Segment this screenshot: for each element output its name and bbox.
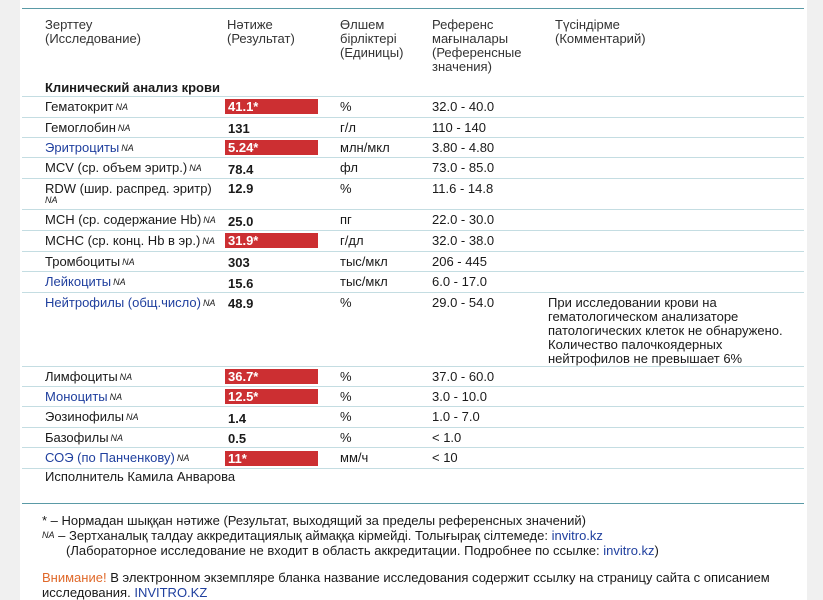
abnormal-highlight: 11* — [225, 451, 318, 466]
test-reference: 206 - 445 — [432, 254, 487, 269]
test-result: 303 — [228, 255, 250, 270]
row-divider — [22, 230, 804, 231]
test-result: 15.6 — [228, 276, 254, 291]
test-reference: < 10 — [432, 450, 458, 465]
row-divider — [22, 137, 804, 138]
test-units: % — [340, 409, 352, 424]
test-units: тыс/мкл — [340, 274, 388, 289]
top-divider — [22, 8, 804, 9]
test-name: Гематокрит $^{NA}$ — [45, 99, 128, 114]
abnormal-highlight: 5.24* — [225, 140, 318, 155]
test-result: 12.9 — [228, 181, 254, 196]
test-reference: 1.0 - 7.0 — [432, 409, 480, 424]
test-name-link[interactable]: Моноциты $^{NA}$ — [45, 389, 123, 404]
test-name: Гемоглобин $^{NA}$ — [45, 120, 131, 135]
test-units: % — [340, 389, 352, 404]
test-reference: 32.0 - 40.0 — [432, 99, 495, 114]
row-divider — [22, 427, 804, 428]
row-divider — [22, 366, 804, 367]
test-units: мм/ч — [340, 450, 369, 465]
row-divider — [22, 178, 804, 179]
footnote-na-kz: $^{NA}$ – Зертханалық талдау аккредитациялық аймаққа кірмейді. Толығырақ сілтемеде: invitro.kz — [42, 528, 603, 543]
abnormal-highlight: 12.5* — [225, 389, 318, 404]
row-divider — [22, 447, 804, 448]
test-name-link[interactable]: СОЭ (по Панченкову) $^{NA}$ — [45, 450, 190, 465]
neutrophil-comment: При исследовании крови на гематологическом анализаторе патологических клеток не обнаружено. Количество палочкоядерных нейтрофилов не превышает 6% — [548, 295, 783, 366]
test-result: 1.4 — [228, 411, 247, 426]
abnormal-highlight: 36.7* — [225, 369, 318, 384]
invitro-link[interactable]: invitro.kz — [551, 528, 603, 543]
test-name: Эозинофилы $^{NA}$ — [45, 409, 139, 424]
test-units: млн/мкл — [340, 140, 390, 155]
test-reference: < 1.0 — [432, 430, 462, 445]
test-result: 131 — [228, 121, 250, 136]
header-result: Нәтиже (Результат) — [227, 17, 295, 46]
test-units: % — [340, 369, 352, 384]
test-name: Лимфоциты $^{NA}$ — [45, 369, 133, 384]
invitro-site-link[interactable]: INVITRO.KZ — [134, 585, 208, 600]
test-reference: 3.80 - 4.80 — [432, 140, 495, 155]
test-reference: 3.0 - 10.0 — [432, 389, 487, 404]
test-reference: 32.0 - 38.0 — [432, 233, 495, 248]
row-divider — [22, 209, 804, 210]
invitro-link[interactable]: invitro.kz — [603, 543, 655, 558]
test-name-link[interactable]: Лейкоциты $^{NA}$ — [45, 274, 126, 289]
notice-line2: исследования. INVITRO.KZ — [42, 585, 208, 600]
test-reference: 22.0 - 30.0 — [432, 212, 495, 227]
row-divider — [22, 386, 804, 387]
notice: Внимание! В электронном экземпляре бланка название исследования содержит ссылку на страницу сайта с описанием — [42, 570, 770, 585]
test-units: % — [340, 295, 352, 310]
footnote-na-ru: (Лабораторное исследование не входит в область аккредитации. Подробнее по ссылке: invitro.kz) — [66, 543, 659, 558]
header-study: Зерттеу (Исследование) — [45, 17, 142, 46]
test-reference: 110 - 140 — [432, 120, 486, 135]
abnormal-highlight: 31.9* — [225, 233, 318, 248]
row-divider — [22, 117, 804, 118]
row-divider — [22, 157, 804, 158]
test-name: Базофилы $^{NA}$ — [45, 430, 124, 445]
test-units: пг — [340, 212, 352, 227]
test-units: % — [340, 430, 352, 445]
header-comment: Түсіндірме (Комментарий) — [555, 17, 646, 46]
row-divider — [22, 271, 804, 272]
test-reference: 11.6 - 14.8 — [432, 181, 494, 196]
header-units: Өлшем бірліктері (Единицы) — [340, 17, 404, 60]
test-reference: 37.0 - 60.0 — [432, 369, 495, 384]
test-units: фл — [340, 160, 358, 175]
test-units: % — [340, 181, 352, 196]
header-reference: Референс мағыналары (Референсные значения) — [432, 17, 522, 74]
footnote-asterisk: * – Нормадан шыққан нәтиже (Результат, выходящий за пределы референсных значений) — [42, 513, 586, 528]
test-units: тыс/мкл — [340, 254, 388, 269]
footer-divider — [22, 503, 804, 504]
test-name-link[interactable]: Эритроциты $^{NA}$ — [45, 140, 134, 155]
test-reference: 29.0 - 54.0 — [432, 295, 495, 310]
test-name: Тромбоциты $^{NA}$ — [45, 254, 135, 269]
test-name: MCH (ср. содержание Hb) $^{NA}$ — [45, 212, 216, 227]
test-units: г/дл — [340, 233, 364, 248]
test-result: 0.5 — [228, 431, 247, 446]
test-reference: 6.0 - 17.0 — [432, 274, 487, 289]
row-divider — [22, 292, 804, 293]
test-result: 78.4 — [228, 162, 254, 177]
test-result: 25.0 — [228, 214, 254, 229]
section-title: Клинический анализ крови — [45, 80, 220, 95]
test-name: MCV (ср. объем эритр.) $^{NA}$ — [45, 160, 202, 175]
row-divider — [22, 406, 804, 407]
test-name: RDW (шир. распред. эритр) — [45, 181, 212, 196]
abnormal-highlight: 41.1* — [225, 99, 318, 114]
test-name: MCHC (ср. конц. Hb в эр.) $^{NA}$ — [45, 233, 215, 248]
test-reference: 73.0 - 85.0 — [432, 160, 495, 175]
test-result: 48.9 — [228, 296, 254, 311]
row-divider — [22, 251, 804, 252]
test-units: % — [340, 99, 352, 114]
row-divider — [22, 96, 804, 97]
test-name-link[interactable]: Нейтрофилы (общ.число) $^{NA}$ — [45, 295, 216, 310]
test-flag: NA — [45, 195, 58, 205]
performer: Исполнитель Камила Анварова — [45, 469, 236, 484]
test-units: г/л — [340, 120, 356, 135]
